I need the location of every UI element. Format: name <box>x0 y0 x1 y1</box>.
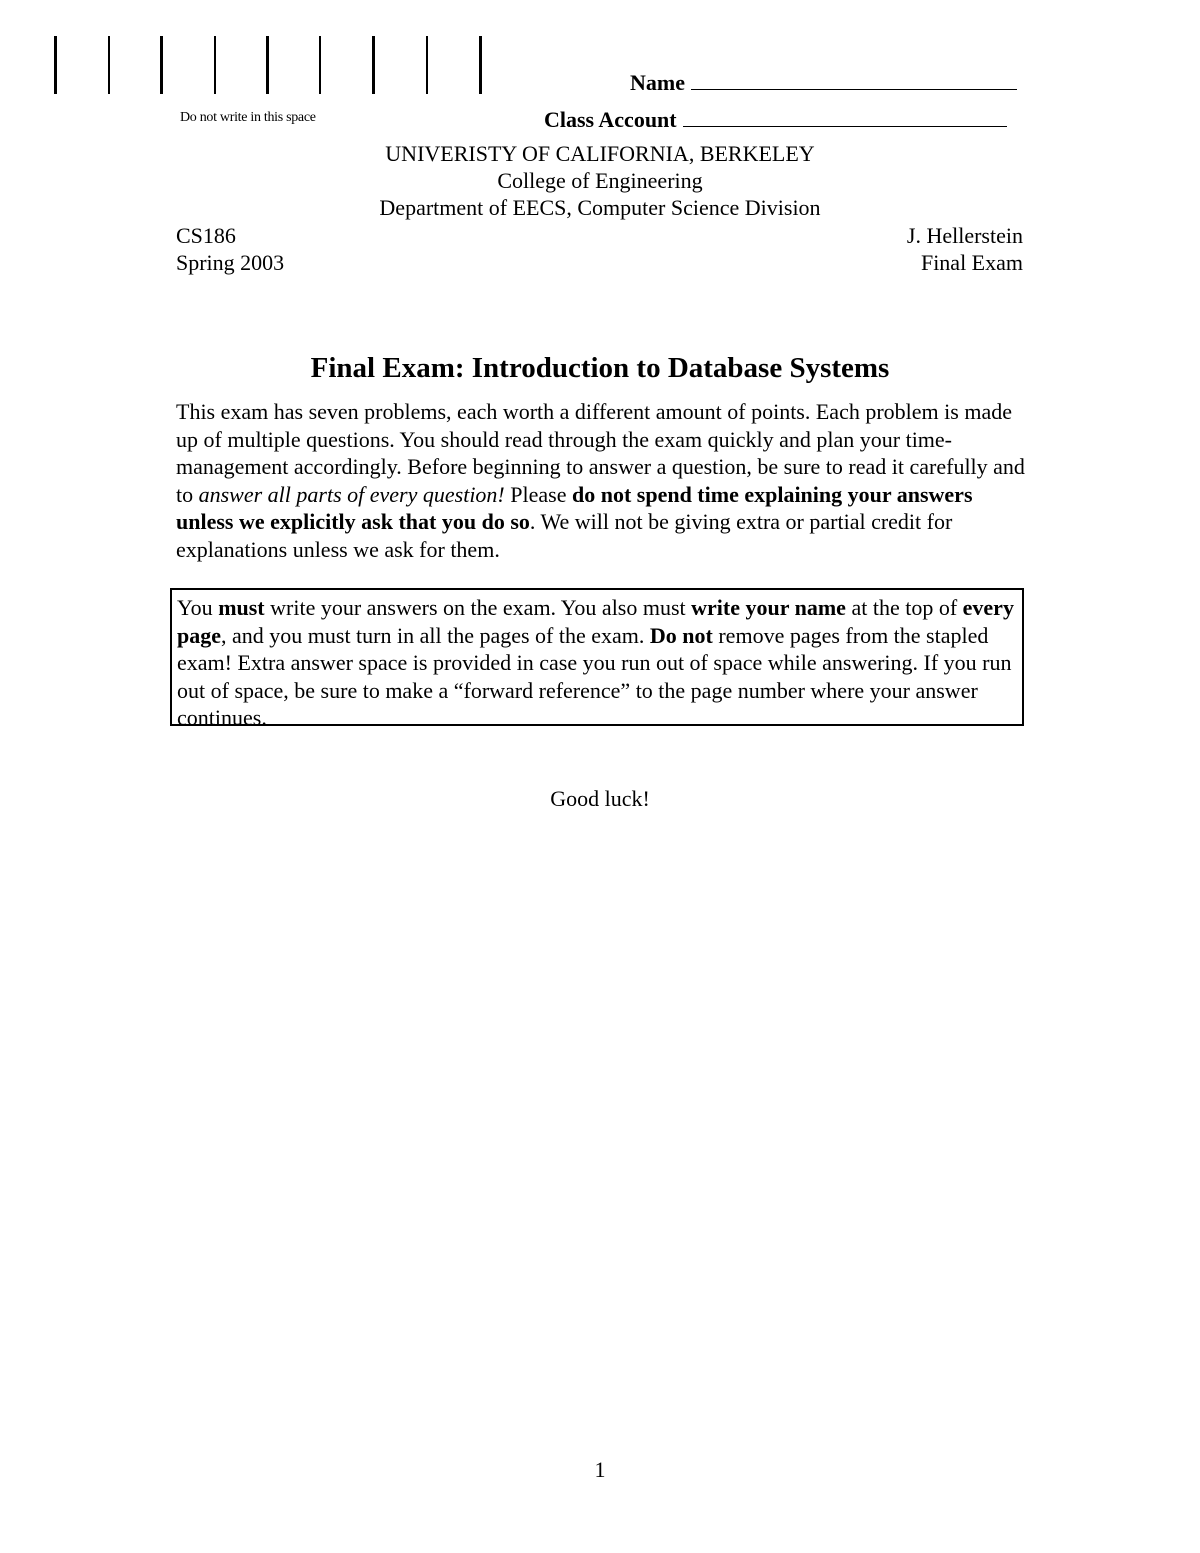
notice-text: write your answers on the exam. You also must <box>264 595 692 620</box>
name-blank[interactable] <box>691 89 1017 90</box>
scan-mark <box>54 36 57 94</box>
department-name: Department of EECS, Computer Science Division <box>379 195 821 220</box>
scan-mark <box>372 36 375 94</box>
notice-bold: must <box>218 595 265 620</box>
instructions-paragraph <box>176 398 1026 563</box>
instructions-emphasis: answer all parts of every question! <box>198 481 505 507</box>
university-name: UNIVERISTY OF CALIFORNIA, BERKELEY <box>385 141 815 166</box>
course-code: CS186 <box>176 223 236 248</box>
instructions-bold: do not spend time explaining your answers unless we explicitly ask that you do so <box>176 481 973 534</box>
instructor: J. Hellerstein <box>906 223 1023 248</box>
scan-mark <box>319 36 321 94</box>
college-name: College of Engineering <box>497 168 703 193</box>
name-line <box>630 70 1017 96</box>
exam-type: Final Exam <box>920 250 1023 275</box>
page-number: 1 <box>594 1457 606 1482</box>
scan-mark <box>426 36 428 94</box>
instructions-text: This exam has seven problems, each worth a different amount of points. Each problem is made up of multiple questions. You should read through the exam quickly and plan your time-management accordingly. Before beginning to answer a question, be sure to read it carefully and to <box>176 399 1025 507</box>
instructions-text: . We will not be giving extra or partial credit for explanations unless we ask for them. <box>176 509 953 562</box>
name-label: Name <box>630 70 685 95</box>
class-account-line <box>544 107 1007 133</box>
notice-text: remove pages from the stapled exam! Extra answer space is provided in case you run out of space while answering. If you run out of space, be sure to make a “forward reference” to the page number where your answer continues. <box>177 622 1012 730</box>
scan-marks <box>54 36 494 96</box>
scan-mark <box>266 36 269 94</box>
notice-text: You <box>177 595 219 620</box>
closing-message: Good luck! <box>550 786 650 811</box>
notice-bold: write your name <box>691 595 846 620</box>
notice-bold: every page <box>177 595 1014 648</box>
scan-mark <box>214 36 216 94</box>
notice-text: at the top of <box>845 595 963 620</box>
notice-text: , and you must turn in all the pages of the exam. <box>221 622 650 648</box>
exam-title: Final Exam: Introduction to Database Systems <box>310 352 890 384</box>
notice-box <box>170 588 1024 730</box>
class-account-label: Class Account <box>544 107 677 132</box>
scan-mark <box>479 36 482 94</box>
notice-bold: Do not <box>649 622 713 648</box>
course-term: Spring 2003 <box>176 250 285 275</box>
scan-mark <box>160 36 163 94</box>
scan-marks-note: Do not write in this space <box>180 110 316 125</box>
scan-mark <box>108 36 110 94</box>
class-account-blank[interactable] <box>683 126 1007 127</box>
instructions-text: Please <box>504 481 572 507</box>
